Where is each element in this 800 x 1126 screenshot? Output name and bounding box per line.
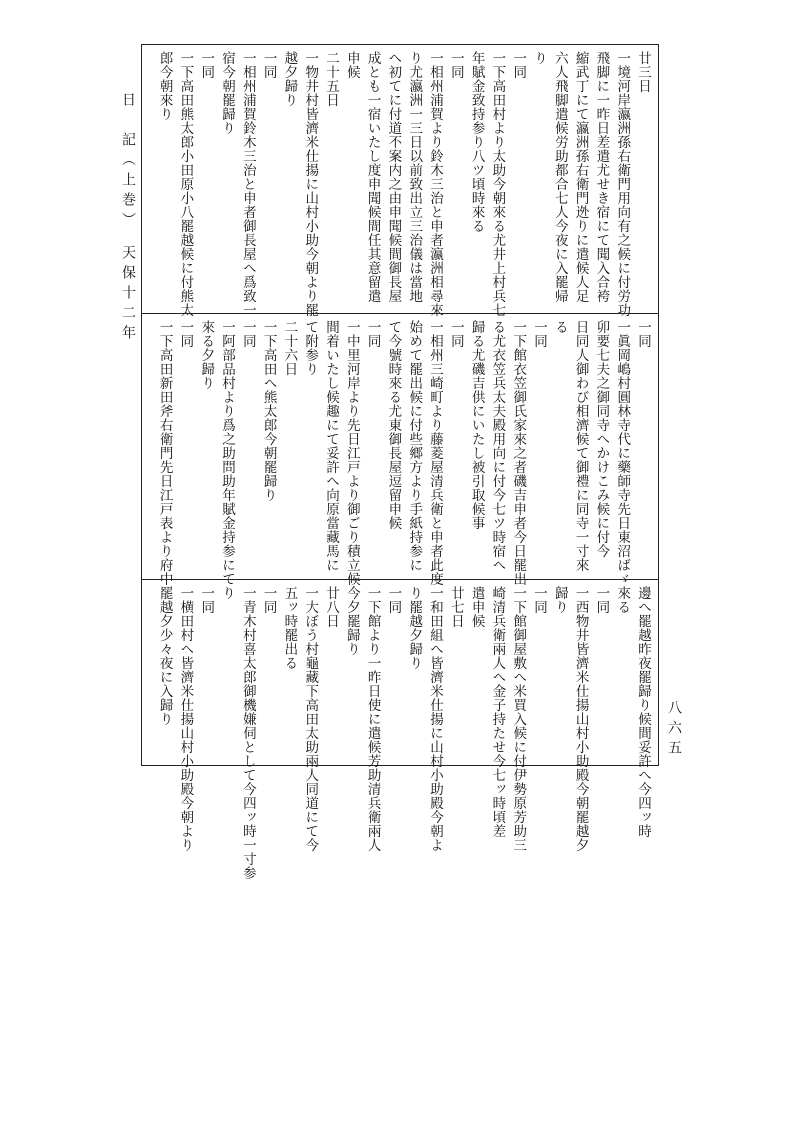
text-column: 一同 [593, 586, 610, 614]
text-column: 一西物井皆濟米仕揚山村小助殿今朝罷越夕 [572, 586, 589, 852]
text-column: 一下館衣笠御氏家來之者磯吉申者今日罷出 [510, 320, 527, 586]
text-column: 一同 [447, 320, 464, 348]
text-column: 廿三日 [635, 51, 651, 93]
text-column: る尤衣笠兵太夫殿用向に付今七ツ時宿へ [489, 320, 506, 572]
text-column: 一同 [531, 320, 547, 348]
tier-top [142, 45, 658, 317]
text-column: 一同 [239, 320, 256, 348]
text-column: 一同 [364, 320, 381, 348]
text-column: 一和田組へ皆濟米仕揚に山村小助殿今朝よ [427, 586, 443, 852]
text-column: 遣申候 [468, 586, 485, 628]
text-column: 一下高田新田斧右衛門先日江戸表より府中 [156, 320, 173, 586]
text-column: 一物井村皆濟米仕揚に山村小助今朝より罷 [302, 51, 319, 317]
text-column: 申候 [343, 51, 360, 79]
text-column: 始めて罷出候に付些鄉方より手紙持参に [406, 320, 423, 572]
text-column: 一相州浦賀鈴木三治と申者御長屋へ爲致一 [239, 51, 256, 317]
text-column: り [531, 51, 547, 65]
text-column: 一眞岡嶋村圓林寺代に藥師寺先日東沼ばゞ [614, 320, 631, 586]
text-column: 一下高田へ熊太郎今朝罷歸り [260, 320, 277, 502]
text-column: 卯要七夫之御同寺へかけこみ候に付今 [593, 320, 610, 558]
text-column: 一阿部品村より爲之助問助年賦金持参にて [219, 320, 235, 586]
text-column: 一大ぼう村龜藏下高田太助兩人同道にて今 [302, 586, 319, 852]
text-column: 一同 [447, 51, 464, 79]
text-column: 飛脚に一昨日差遣尤せき宿にて聞入合袴 [593, 51, 610, 303]
text-column: 崎清兵衛兩人へ金子持たせ今七ッ時頃差 [489, 586, 506, 838]
text-column: 一下高田熊太郎小田原小八罷越候に付熊太 [177, 51, 194, 317]
text-column: 一青木村喜太郎御機嫌伺として今四ッ時一寸参 [239, 586, 256, 880]
text-column: 二十五日 [323, 51, 339, 107]
running-header: 日 記（上巻） 天保十二年 [120, 92, 136, 345]
text-column: 二十六日 [281, 320, 298, 376]
text-column: 一同 [260, 51, 277, 79]
text-column: 罷越夕少々夜に入歸り [156, 586, 173, 726]
text-column: る [551, 320, 568, 334]
tier-middle [142, 313, 658, 586]
text-column: 一中里河岸より先日江戸より御ごり積立候 [343, 320, 360, 586]
text-frame [141, 44, 659, 880]
page-number: 八六五 [666, 700, 682, 760]
text-column: へ初てに付道不案内之由申聞候間御長屋 [385, 51, 402, 303]
text-column: 年賦金致持参り八ツ頃時來る [468, 51, 485, 233]
text-column: 日同人御わび相濟候て御禮に同寺一寸來 [572, 320, 589, 572]
tier-bottom [142, 579, 658, 880]
text-column: 越夕歸り [281, 51, 298, 107]
text-column: 一同 [198, 51, 215, 79]
text-column: 邊へ罷越昨夜罷歸り候間妥許へ今四ッ時 [635, 586, 651, 838]
text-column: 一同 [635, 320, 651, 348]
text-column: 一下高田村より太助今朝來る尤井上村兵七 [489, 51, 506, 317]
text-column: 郎今朝來り [156, 51, 173, 121]
text-column: 一相州三崎町より藤菱屋清兵衛と申者此度 [427, 320, 443, 586]
text-column: り [219, 586, 235, 600]
text-column: 縮武丁にて瀛洲孫右衛門迯りに遣候人足 [572, 51, 589, 303]
text-column: 一同 [177, 320, 194, 348]
text-column: 一同 [260, 586, 277, 614]
text-column: 一同 [531, 586, 547, 614]
text-column: り尤瀛洲一三日以前致出立三治儀は當地 [406, 51, 423, 303]
text-column: 來る夕歸り [198, 320, 215, 390]
text-column: 今夕罷歸り [343, 586, 360, 656]
text-column: 宿今朝罷歸り [219, 51, 235, 135]
text-column: 一同 [385, 586, 402, 614]
text-column: 一横田村へ皆濟米仕揚山村小助殿今朝より [177, 586, 194, 852]
text-column: 廿七日 [447, 586, 464, 628]
text-column: 一下館御屋敷へ米買入候に付伊勢原芳助三 [510, 586, 527, 852]
text-column: 六人飛脚遣候労助都合七人今夜に入罷帰 [551, 51, 568, 303]
text-column: 間着いたし候趣にて妥許へ向原當藏馬に [323, 320, 339, 572]
text-column: 一下館より一昨日使に遣候芳助清兵衛兩人 [364, 586, 381, 852]
text-column: り罷越夕歸り [406, 586, 423, 670]
text-column: て附参り [302, 320, 319, 376]
text-column: 成とも一宿いたし度申聞候間任其意留遣 [364, 51, 381, 303]
text-column: 廿八日 [323, 586, 339, 628]
text-column: 歸る尤磯吉供にいたし被引取候事 [468, 320, 485, 530]
text-column: 一同 [510, 51, 527, 79]
text-column: 歸り [551, 586, 568, 614]
text-column: 來る [614, 586, 631, 614]
text-column: 一同 [198, 586, 215, 614]
text-column: 一相州浦賀より鈴木三治と申者瀛洲相尋來 [427, 51, 443, 317]
text-column: 一境河岸瀛洲孫右衛門用向有之候に付労功 [614, 51, 631, 317]
text-column: 五ッ時罷出る [281, 586, 298, 670]
text-column: て今號時來る尤東御長屋逗留申候 [385, 320, 402, 530]
